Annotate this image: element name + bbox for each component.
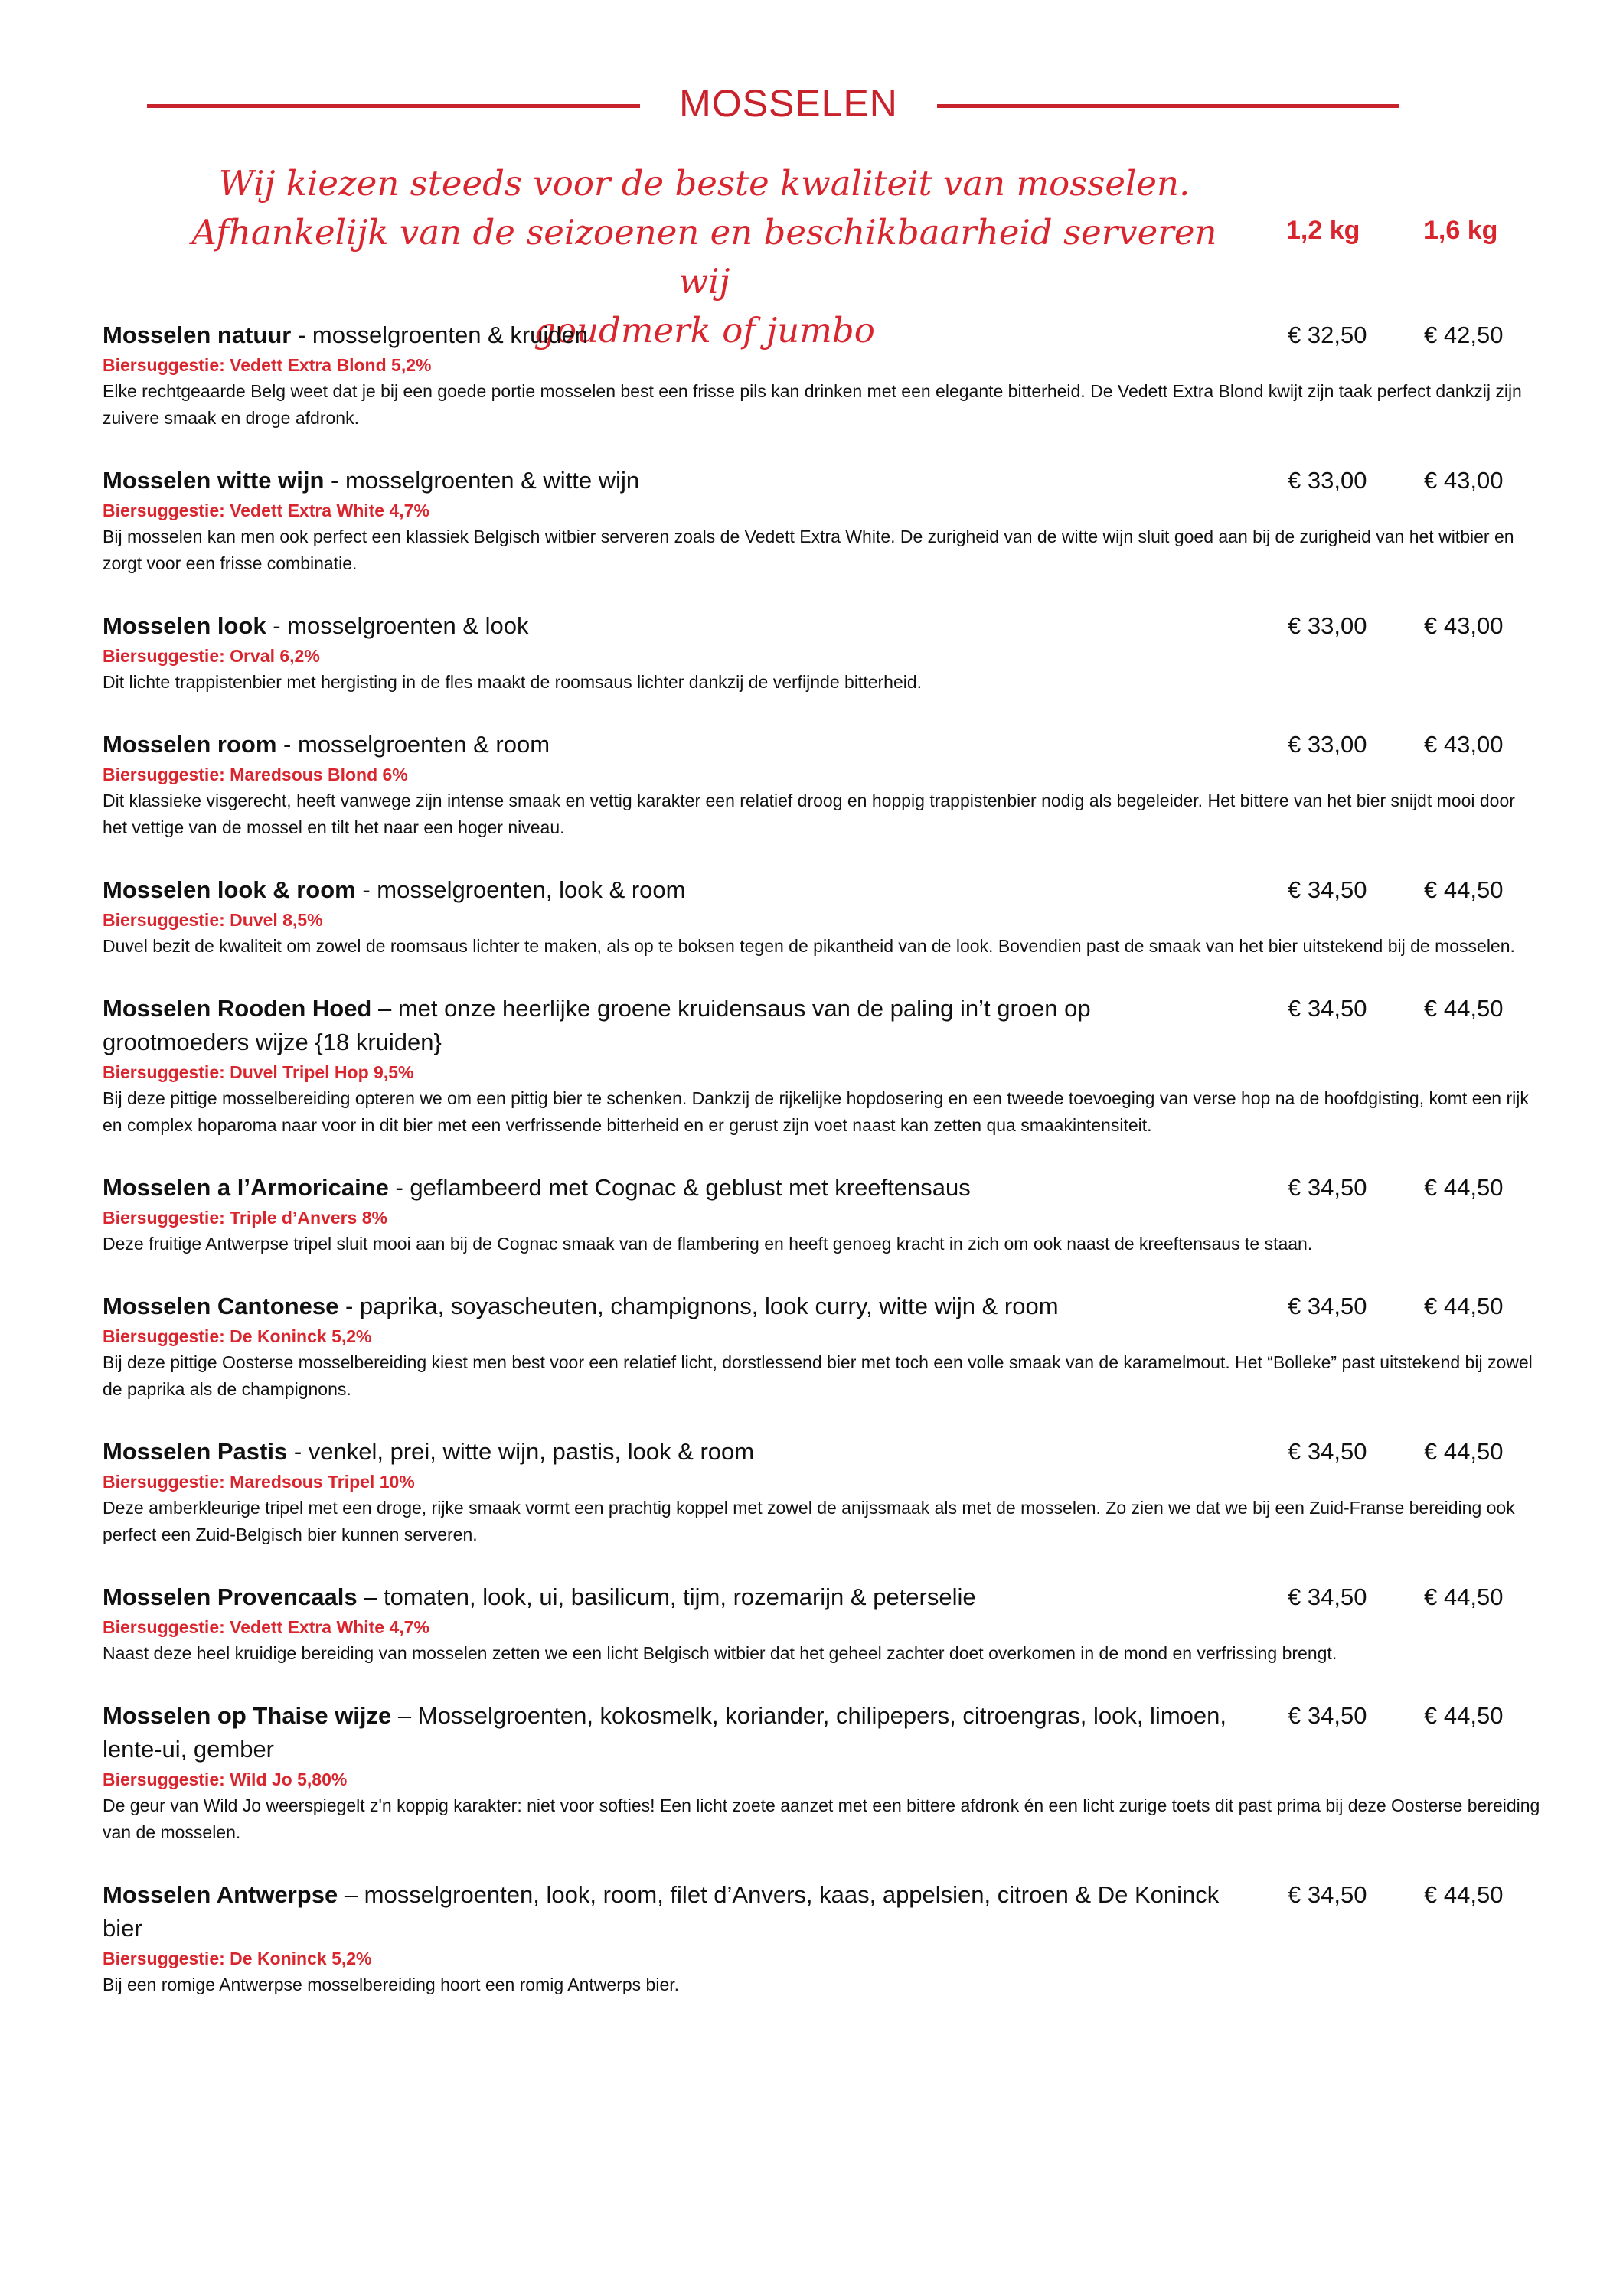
price-small: € 34,50 [1288, 1438, 1367, 1465]
beer-pairing-text: De geur van Wild Jo weerspiegelt z'n koppig karakter: niet voor softies! Een licht zoete aanzet met een bittere afdronk én een licht zurige toets dit past prima bij deze Oosterse bereiding van de mosselen. [103, 1795, 1540, 1842]
beer-pairing-text: Bij deze pittige Oosterse mosselbereiding kiest men best voor een relatief licht, dorstlessend bier met toch een volle smaak van de karamelmout. Het “Bolleke” past uitstekend bij zowel de paprika als de champignons. [103, 1352, 1533, 1399]
intro-line: goudmerk of jumbo [534, 310, 875, 351]
item-name: Mosselen op Thaise wijze [103, 1702, 392, 1729]
menu-item [103, 318, 1542, 432]
price-small: € 33,00 [1288, 612, 1367, 639]
item-name: Mosselen Cantonese [103, 1293, 339, 1319]
beer-suggestion: Biersuggestie: Duvel 8,5% [103, 910, 323, 930]
item-description: – Mosselgroenten, kokosmelk, koriander, chilipepers, citroengras, look, limoen, lente-ui, gember [103, 1702, 1226, 1763]
price-small: € 33,00 [1288, 467, 1367, 494]
item-title [103, 1290, 1243, 1323]
menu-item [103, 1290, 1542, 1403]
intro-line: Wij kiezen steeds voor de beste kwaliteit van mosselen. [218, 163, 1190, 204]
beer-pairing-text: Deze fruitige Antwerpse tripel sluit mooi aan bij de Cognac smaak van de flambering en heeft genoeg kracht in zich om ook naast de kreeftensaus te staan. [103, 1234, 1313, 1254]
item-name: Mosselen look [103, 612, 266, 639]
item-description: - mosselgroenten & kruiden [291, 321, 589, 348]
menu-item [103, 1699, 1542, 1846]
price-small: € 33,00 [1288, 731, 1367, 758]
price-small: € 34,50 [1288, 876, 1367, 903]
price-small: € 34,50 [1288, 1293, 1367, 1319]
beer-pairing-text: Naast deze heel kruidige bereiding van mosselen zetten we een licht Belgisch witbier dat het geheel zachter doet overkomen in de mond en verfrissing brengt. [103, 1643, 1337, 1663]
beer-pairing-text: Bij een romige Antwerpse mosselbereiding hoort een romig Antwerps bier. [103, 1975, 680, 1994]
price-large: € 44,50 [1424, 1438, 1504, 1465]
beer-pairing-text: Bij mosselen kan men ook perfect een klassiek Belgisch witbier serveren zoals de Vedett Extra White. De zurigheid van de witte wijn sluit goed aan bij de zurigheid van het witbier en zorgt voor een frisse combinatie. [103, 527, 1514, 573]
beer-pairing-text: Elke rechtgeaarde Belg weet dat je bij een goede portie mosselen best een frisse pils kan drinken met een elegante bitterheid. De Vedett Extra Blond kwijt zijn taak perfect dankzij zijn zuivere smaak en droge afdronk. [103, 381, 1522, 428]
item-description: - geflambeerd met Cognac & geblust met kreeftensaus [388, 1174, 971, 1201]
menu-item [103, 992, 1542, 1139]
title-rule-left [147, 104, 640, 108]
menu-item [103, 873, 1542, 960]
price-large: € 44,50 [1424, 1293, 1504, 1319]
item-name: Mosselen natuur [103, 321, 292, 348]
page-title: MOSSELEN [679, 82, 898, 125]
price-large: € 44,50 [1424, 1174, 1504, 1201]
item-name: Mosselen Antwerpse [103, 1881, 338, 1908]
item-title [103, 464, 1243, 497]
menu-item [103, 464, 1542, 577]
menu-item [103, 728, 1542, 841]
price-small: € 34,50 [1288, 995, 1367, 1022]
price-large: € 43,00 [1424, 731, 1504, 758]
menu-item [103, 1435, 1542, 1548]
item-title [103, 1580, 1243, 1614]
price-large: € 43,00 [1424, 612, 1504, 639]
item-description: - mosselgroenten & witte wijn [324, 467, 640, 494]
beer-suggestion: Biersuggestie: De Koninck 5,2% [103, 1949, 372, 1968]
menu-item [103, 1171, 1542, 1257]
beer-pairing-text: Dit klassieke visgerecht, heeft vanwege zijn intense smaak en vettig karakter een relatief droog en hoppig trappistenbier nodig als begeleider. Het bittere van het bier snijdt mooi door het vettige van de mossel en tilt het naar een hoger niveau. [103, 791, 1515, 837]
beer-suggestion: Biersuggestie: Maredsous Blond 6% [103, 765, 408, 784]
item-name: Mosselen room [103, 731, 277, 758]
item-title [103, 873, 1243, 907]
item-name: Mosselen witte wijn [103, 467, 325, 494]
beer-suggestion: Biersuggestie: Vedett Extra White 4,7% [103, 1617, 429, 1637]
beer-suggestion: Biersuggestie: Vedett Extra White 4,7% [103, 501, 429, 520]
price-small: € 32,50 [1288, 321, 1367, 348]
beer-pairing-text: Bij deze pittige mosselbereiding opteren we om een pittig bier te schenken. Dankzij de rijkelijke hopdosering en een tweede toevoeging van verse hop na de hoofdgisting, komt een rijk en complex hoparoma naar voor in dit bier met een verfrissende bitterheid en er gerust zijn voet naast kan zetten qua smaakintensiteit. [103, 1088, 1529, 1135]
item-title [103, 318, 1243, 352]
price-large: € 44,50 [1424, 1702, 1504, 1729]
price-large: € 44,50 [1424, 1583, 1504, 1610]
beer-suggestion: Biersuggestie: Vedett Extra Blond 5,2% [103, 355, 432, 375]
price-large: € 44,50 [1424, 1881, 1504, 1908]
item-title [103, 1435, 1243, 1469]
price-large: € 42,50 [1424, 321, 1504, 348]
item-name: Mosselen Rooden Hoed [103, 995, 372, 1022]
price-small: € 34,50 [1288, 1881, 1367, 1908]
beer-pairing-text: Duvel bezit de kwaliteit om zowel de roomsaus lichter te maken, als op te boksen tegen de pikantheid van de look. Bovendien past de smaak van het bier uitstekend bij de mosselen. [103, 936, 1515, 956]
menu-items [103, 318, 1542, 2030]
item-title [103, 609, 1243, 643]
item-description: – mosselgroenten, look, room, filet d’Anvers, kaas, appelsien, citroen & De Koninck bier [103, 1881, 1220, 1942]
item-name: Mosselen Pastis [103, 1438, 288, 1465]
title-rule-right [937, 104, 1399, 108]
item-title [103, 1171, 1243, 1205]
beer-pairing-text: Dit lichte trappistenbier met hergisting in de fles maakt de roomsaus lichter dankzij de verfijnde bitterheid. [103, 672, 923, 692]
item-title [103, 992, 1243, 1059]
beer-pairing-text: Deze amberkleurige tripel met een droge, rijke smaak vormt een prachtig koppel met zowel de anijssmaak als met de mosselen. Zo zien we dat we bij een Zuid-Franse bereiding ook perfect een Zuid-Belgisch bier kunnen serveren. [103, 1498, 1515, 1544]
item-name: Mosselen look & room [103, 876, 356, 903]
price-large: € 44,50 [1424, 995, 1504, 1022]
price-large: € 44,50 [1424, 876, 1504, 903]
item-description: - mosselgroenten & room [276, 731, 550, 758]
item-description: – met onze heerlijke groene kruidensaus van de paling in’t groen op grootmoeders wijze {18 kruiden} [103, 995, 1091, 1055]
item-description: - paprika, soyascheuten, champignons, look curry, witte wijn & room [338, 1293, 1059, 1319]
intro-line: Afhankelijk van de seizoenen en beschikbaarheid serveren wij [191, 212, 1217, 302]
item-description: – tomaten, look, ui, basilicum, tijm, rozemarijn & peterselie [357, 1583, 976, 1610]
item-name: Mosselen a l’Armoricaine [103, 1174, 389, 1201]
size-small-heading: 1,2 kg [1286, 216, 1360, 245]
item-title [103, 1699, 1243, 1766]
beer-suggestion: Biersuggestie: Orval 6,2% [103, 646, 320, 666]
item-description: - mosselgroenten & look [266, 612, 529, 639]
price-small: € 34,50 [1288, 1702, 1367, 1729]
menu-item [103, 1580, 1542, 1667]
beer-suggestion: Biersuggestie: De Koninck 5,2% [103, 1326, 372, 1346]
item-name: Mosselen Provencaals [103, 1583, 358, 1610]
item-title [103, 1878, 1243, 1945]
price-large: € 43,00 [1424, 467, 1504, 494]
price-small: € 34,50 [1288, 1174, 1367, 1201]
menu-item [103, 1878, 1542, 1998]
item-title [103, 728, 1243, 762]
item-description: - venkel, prei, witte wijn, pastis, look & room [287, 1438, 755, 1465]
beer-suggestion: Biersuggestie: Triple d’Anvers 8% [103, 1208, 387, 1228]
menu-item [103, 609, 1542, 696]
beer-suggestion: Biersuggestie: Duvel Tripel Hop 9,5% [103, 1062, 414, 1082]
item-description: - mosselgroenten, look & room [355, 876, 686, 903]
price-small: € 34,50 [1288, 1583, 1367, 1610]
size-large-heading: 1,6 kg [1424, 216, 1498, 245]
beer-suggestion: Biersuggestie: Maredsous Tripel 10% [103, 1472, 415, 1492]
beer-suggestion: Biersuggestie: Wild Jo 5,80% [103, 1769, 348, 1789]
